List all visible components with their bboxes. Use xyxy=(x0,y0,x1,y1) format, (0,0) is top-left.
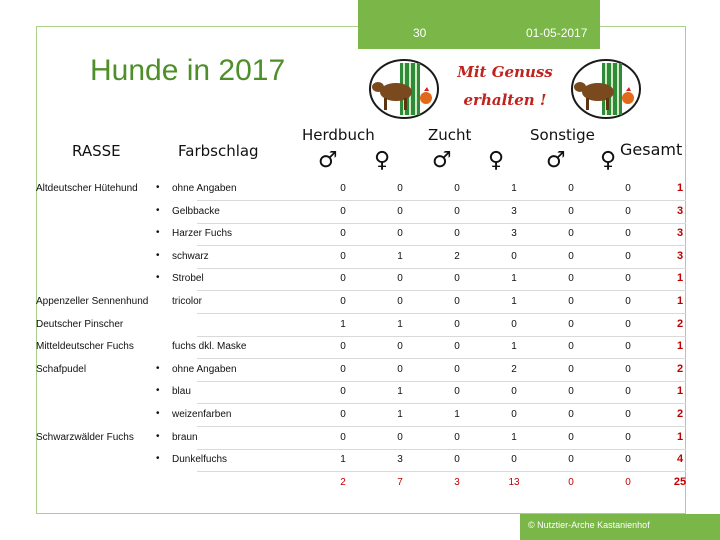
count-cell: 0 xyxy=(625,296,631,307)
male-icon: ♂ xyxy=(546,148,566,173)
count-cell: 0 xyxy=(454,341,460,353)
row-total: 2 xyxy=(676,317,684,330)
count-cell: 0 xyxy=(568,341,574,353)
count-cell: 0 xyxy=(454,318,460,330)
count-cell: 0 xyxy=(568,318,574,330)
row-total: 2 xyxy=(676,408,684,420)
count-cell: 0 xyxy=(340,228,346,240)
count-cell: 1 xyxy=(511,183,517,194)
bullet-icon: • xyxy=(156,385,160,397)
count-cell: 0 xyxy=(397,228,403,240)
count-cell: 0 xyxy=(568,476,574,488)
count-cell: 0 xyxy=(511,409,517,420)
count-cell: 3 xyxy=(454,476,460,488)
count-cell: 0 xyxy=(568,183,574,194)
count-cell: 0 xyxy=(511,318,517,330)
count-cell: 0 xyxy=(397,273,403,285)
count-cell: 0 xyxy=(397,341,403,353)
table-row xyxy=(36,224,686,246)
row-total: 4 xyxy=(676,453,684,466)
count-cell: 13 xyxy=(508,476,520,488)
count-cell: 1 xyxy=(511,296,517,307)
count-cell: 1 xyxy=(511,341,517,353)
count-cell: 0 xyxy=(340,409,346,420)
bullet-icon: • xyxy=(156,182,160,193)
bullet-icon: • xyxy=(156,408,160,419)
count-cell: 1 xyxy=(397,250,403,262)
table-row xyxy=(36,247,686,269)
male-icon: ♂ xyxy=(432,148,452,173)
count-cell: 0 xyxy=(625,431,631,443)
table-row xyxy=(36,337,686,359)
count-cell: 0 xyxy=(454,183,460,194)
count-cell: 1 xyxy=(511,431,517,443)
count-cell: 0 xyxy=(454,296,460,307)
table-row xyxy=(36,292,686,314)
count-cell: 0 xyxy=(397,296,403,307)
bullet-icon: • xyxy=(156,272,160,284)
color-variant: weizenfarben xyxy=(172,409,232,420)
count-cell: 0 xyxy=(625,341,631,353)
row-total: 1 xyxy=(676,340,684,353)
color-variant: Dunkelfuchs xyxy=(172,454,228,466)
count-cell: 0 xyxy=(454,228,460,240)
header-farbschlag: Farbschlag xyxy=(178,142,259,160)
count-cell: 0 xyxy=(568,205,574,217)
row-total: 1 xyxy=(676,182,684,194)
count-cell: 0 xyxy=(340,363,346,375)
table-row xyxy=(36,179,686,201)
count-cell: 0 xyxy=(568,386,574,398)
bullet-icon: • xyxy=(156,430,160,442)
count-cell: 3 xyxy=(511,205,517,217)
count-cell: 1 xyxy=(397,386,403,398)
bullet-icon: • xyxy=(156,362,160,374)
count-cell: 0 xyxy=(625,273,631,285)
table-row xyxy=(36,315,686,337)
count-cell: 0 xyxy=(340,205,346,217)
count-cell: 0 xyxy=(454,205,460,217)
count-cell: 0 xyxy=(454,454,460,466)
bullet-icon: • xyxy=(156,249,160,261)
count-cell: 0 xyxy=(568,363,574,375)
count-cell: 0 xyxy=(397,183,403,194)
count-cell: 0 xyxy=(568,431,574,443)
header-gesamt: Gesamt xyxy=(620,140,683,159)
count-cell: 0 xyxy=(340,386,346,398)
count-cell: 2 xyxy=(454,250,460,262)
breed-name: Deutscher Pinscher xyxy=(36,318,124,330)
count-cell: 0 xyxy=(511,250,517,262)
count-cell: 0 xyxy=(568,273,574,285)
count-cell: 0 xyxy=(397,363,403,375)
count-cell: 0 xyxy=(340,341,346,353)
count-cell: 0 xyxy=(340,296,346,307)
row-total: 3 xyxy=(676,249,684,262)
bullet-icon: • xyxy=(156,453,160,465)
breed-name: Schafpudel xyxy=(36,363,87,375)
count-cell: 1 xyxy=(397,409,403,420)
count-cell: 2 xyxy=(340,476,346,488)
totals-row xyxy=(36,473,686,495)
count-cell: 0 xyxy=(454,363,460,375)
table-row xyxy=(36,405,686,427)
count-cell: 0 xyxy=(625,205,631,217)
color-variant: schwarz xyxy=(172,250,209,262)
count-cell: 0 xyxy=(511,386,517,398)
count-cell: 0 xyxy=(397,205,403,217)
female-icon: ♀ xyxy=(600,148,617,173)
count-cell: 0 xyxy=(340,183,346,194)
breed-name: Schwarzwälder Fuchs xyxy=(36,431,134,443)
count-cell: 1 xyxy=(340,318,346,330)
row-total: 1 xyxy=(676,272,684,285)
header-zucht: Zucht xyxy=(428,126,472,144)
female-icon: ♀ xyxy=(374,148,391,173)
row-total: 3 xyxy=(676,227,684,240)
count-cell: 1 xyxy=(511,273,517,285)
count-cell: 0 xyxy=(568,296,574,307)
count-cell: 0 xyxy=(454,386,460,398)
table-row xyxy=(36,360,686,382)
table-row xyxy=(36,382,686,404)
row-total: 25 xyxy=(673,475,687,488)
color-variant: Harzer Fuchs xyxy=(172,228,233,240)
count-cell: 0 xyxy=(568,250,574,262)
bullet-icon: • xyxy=(156,227,160,239)
count-cell: 0 xyxy=(625,454,631,466)
count-cell: 0 xyxy=(340,250,346,262)
count-cell: 0 xyxy=(625,228,631,240)
color-variant: ohne Angaben xyxy=(172,183,237,194)
color-variant: tricolor xyxy=(172,296,203,307)
count-cell: 1 xyxy=(454,409,460,420)
logo-cow-left xyxy=(368,58,440,120)
count-cell: 0 xyxy=(568,454,574,466)
count-cell: 3 xyxy=(397,454,403,466)
page-title: Hunde in 2017 xyxy=(90,54,286,87)
count-cell: 0 xyxy=(625,250,631,262)
color-variant: braun xyxy=(172,431,198,443)
color-variant: ohne Angaben xyxy=(172,363,237,375)
color-variant: Gelbbacke xyxy=(172,205,220,217)
count-cell: 1 xyxy=(397,318,403,330)
count-cell: 0 xyxy=(340,273,346,285)
row-total: 2 xyxy=(676,362,684,375)
footer-copyright: © Nutztier-Arche Kastanienhof xyxy=(528,520,650,530)
count-cell: 0 xyxy=(454,273,460,285)
row-total: 1 xyxy=(676,295,684,307)
breed-name: Mitteldeutscher Fuchs xyxy=(36,341,134,353)
count-cell: 0 xyxy=(625,386,631,398)
female-icon: ♀ xyxy=(488,148,505,173)
count-cell: 3 xyxy=(511,228,517,240)
count-cell: 0 xyxy=(568,409,574,420)
bullet-icon: • xyxy=(156,204,160,216)
table-row xyxy=(36,450,686,472)
count-cell: 0 xyxy=(625,183,631,194)
count-cell: 0 xyxy=(397,431,403,443)
count-cell: 0 xyxy=(568,228,574,240)
count-cell: 1 xyxy=(340,454,346,466)
slide-number: 30 xyxy=(413,26,427,40)
count-cell: 0 xyxy=(454,431,460,443)
count-cell: 0 xyxy=(340,431,346,443)
slide-date: 01-05-2017 xyxy=(526,26,588,40)
table-row xyxy=(36,428,686,450)
breed-name: Appenzeller Sennenhund xyxy=(36,296,149,307)
color-variant: Strobel xyxy=(172,273,204,285)
count-cell: 0 xyxy=(625,409,631,420)
count-cell: 0 xyxy=(625,363,631,375)
header-rasse: RASSE xyxy=(72,142,121,160)
count-cell: 0 xyxy=(625,318,631,330)
row-total: 1 xyxy=(676,385,684,398)
header-tab xyxy=(358,0,600,49)
male-icon: ♂ xyxy=(318,148,338,173)
table-row xyxy=(36,202,686,224)
logo-cow-right xyxy=(570,58,642,120)
header-sonstige: Sonstige xyxy=(530,126,595,144)
row-total: 1 xyxy=(676,430,684,443)
row-total: 3 xyxy=(676,204,684,217)
color-variant: fuchs dkl. Maske xyxy=(172,341,247,353)
table-row xyxy=(36,269,686,291)
breed-name: Altdeutscher Hütehund xyxy=(36,183,138,194)
count-cell: 0 xyxy=(511,454,517,466)
header-herdbuch: Herdbuch xyxy=(302,126,375,144)
slogan: Mit Genuss erhalten ! xyxy=(457,63,553,109)
color-variant: blau xyxy=(172,386,191,398)
count-cell: 2 xyxy=(511,363,517,375)
count-cell: 7 xyxy=(397,476,403,488)
count-cell: 0 xyxy=(625,476,631,488)
